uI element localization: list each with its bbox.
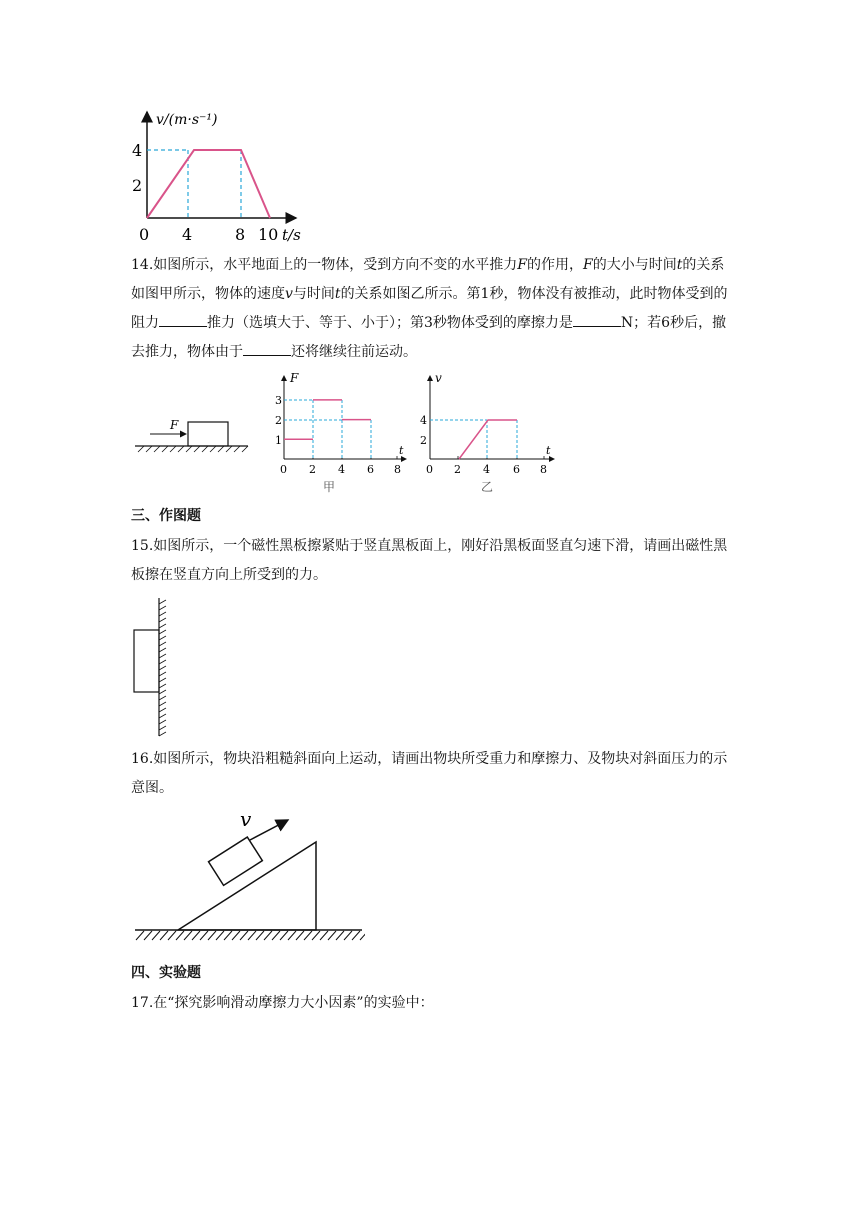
x-tick-label: 6 — [513, 463, 520, 476]
x-axis-label: t/s — [282, 226, 301, 244]
x-tick-label: 8 — [235, 225, 246, 244]
y-tick-label: 2 — [275, 414, 282, 427]
force-time-chart-jia — [270, 370, 410, 495]
force-series — [284, 400, 371, 439]
question-17-text: 17.在“探究影响滑动摩擦力大小因素”的实验中： — [131, 995, 434, 1011]
figure-caption: 甲 — [323, 480, 336, 494]
eraser-on-board-figure — [128, 596, 188, 738]
velocity-series-line — [147, 150, 270, 218]
y-tick-label: 2 — [132, 176, 143, 195]
x-tick-label: 0 — [139, 225, 150, 244]
x-tick-label: 0 — [280, 463, 287, 476]
section-heading: 四、实验题 — [131, 965, 201, 981]
x-tick-label: 8 — [540, 463, 547, 476]
velocity-series-line — [459, 420, 517, 459]
question-number: 14. — [131, 257, 154, 273]
question-number: 15. — [131, 538, 154, 554]
ground-hatching — [138, 446, 248, 452]
question-16-text: 16.如图所示，物块沿粗糙斜面向上运动，请画出物块所受重力和摩擦力、及物块对斜面压力的示意图。 — [131, 751, 728, 796]
velocity-time-chart — [120, 100, 320, 248]
question-number: 17. — [131, 995, 154, 1011]
answer-blank[interactable] — [159, 314, 207, 327]
y-axis-label: v — [435, 371, 442, 385]
y-tick-label: 4 — [132, 141, 143, 160]
incline — [178, 842, 316, 930]
velocity-label: v — [240, 807, 252, 831]
y-tick-label: 4 — [420, 414, 427, 427]
x-tick-label: 2 — [454, 463, 461, 476]
wall-hatching — [159, 600, 166, 736]
force-label: F — [170, 418, 179, 432]
eraser — [134, 630, 159, 692]
x-tick-label: 4 — [483, 463, 490, 476]
x-axis-label: t — [546, 444, 551, 457]
figure-caption: 乙 — [481, 480, 494, 494]
block-on-ground-figure — [130, 410, 255, 460]
y-axis-label: F — [290, 371, 299, 385]
y-axis-label: v/(m·s⁻¹) — [156, 112, 218, 128]
block-on-incline-figure — [130, 800, 365, 950]
x-tick-label: 8 — [394, 463, 401, 476]
answer-blank[interactable] — [243, 343, 291, 356]
x-axis-label: t — [399, 444, 404, 457]
y-tick-label: 3 — [275, 394, 282, 407]
ground-hatching — [136, 931, 365, 940]
velocity-time-chart-yi — [418, 370, 558, 495]
question-15-text: 15.如图所示，一个磁性黑板擦紧贴于竖直黑板面上，刚好沿黑板面竖直匀速下滑，请画出磁性黑板擦在竖直方向上所受到的力。 — [131, 538, 728, 583]
block — [188, 422, 228, 446]
y-tick-label: 2 — [420, 434, 427, 447]
x-tick-label: 4 — [182, 225, 193, 244]
x-tick-label: 10 — [258, 225, 279, 244]
question-14-text: 14.如图所示，水平地面上的一物体，受到方向不变的水平推力F的作用，F的大小与时间t的关系如图甲所示，物体的速度v与时间t的关系如图乙所示。第1秒，物体没有被推动，此时物体受到的阻力 推力（选填大于、等于、小于）；第3秒物体受到的摩擦力是 N；若6秒后，撤去推力，物体由于 还将继续往前运动。 — [131, 257, 728, 360]
x-tick-label: 4 — [338, 463, 345, 476]
x-tick-label: 6 — [367, 463, 374, 476]
x-tick-label: 0 — [426, 463, 433, 476]
x-tick-label: 2 — [309, 463, 316, 476]
y-tick-label: 1 — [275, 434, 282, 447]
question-number: 16. — [131, 751, 154, 767]
velocity-arrow — [250, 820, 288, 840]
answer-blank[interactable] — [573, 314, 621, 327]
block — [209, 837, 263, 885]
section-heading: 三、作图题 — [131, 508, 201, 524]
